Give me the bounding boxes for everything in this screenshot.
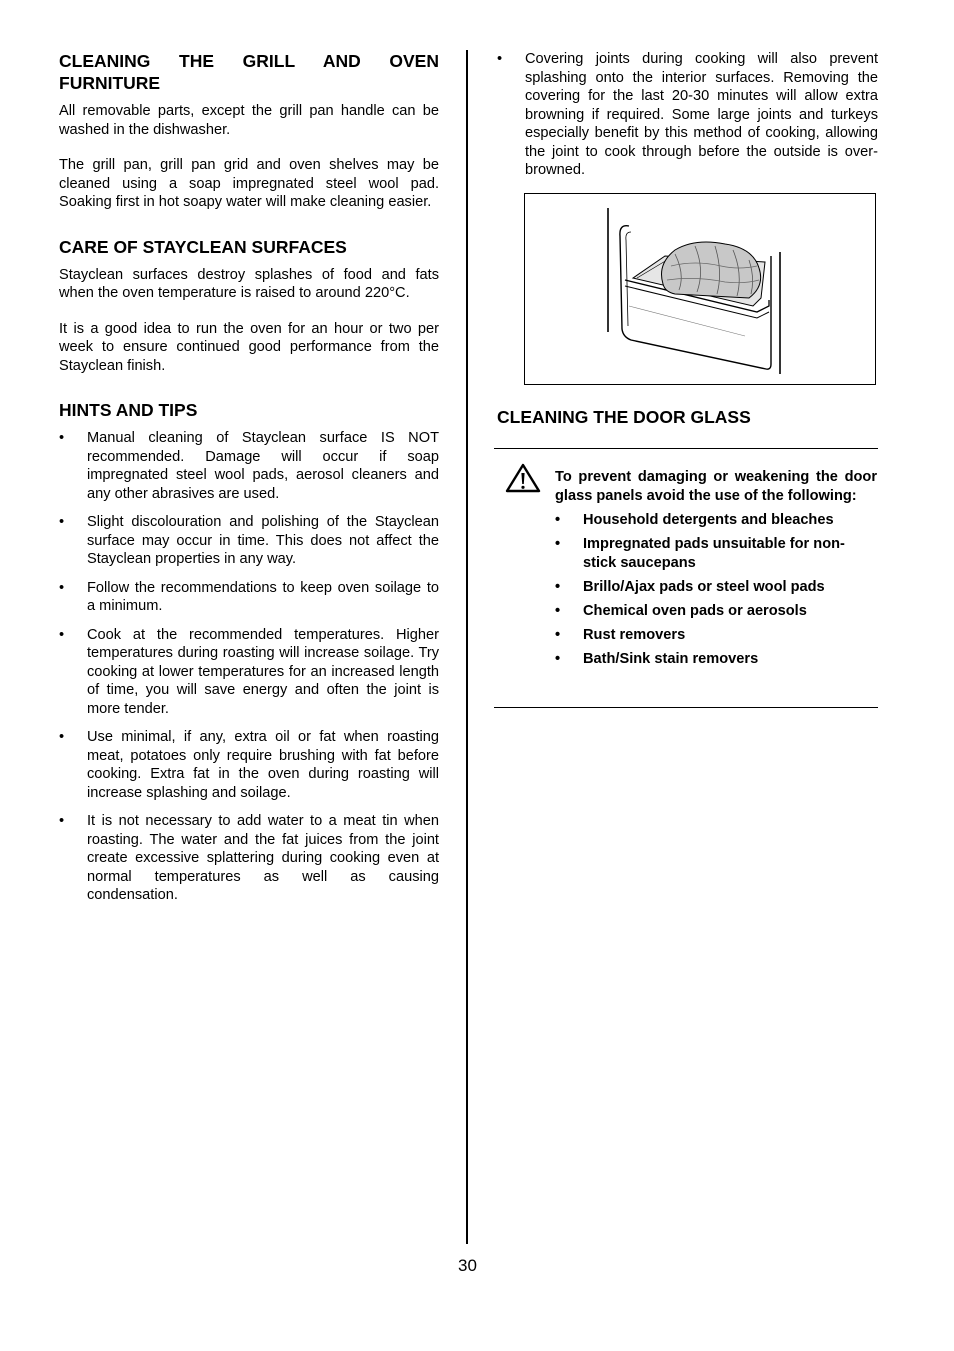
bullet-icon: • [59,729,65,745]
bullet-icon: • [59,626,65,643]
bullet-icon: • [497,51,503,67]
bullet-icon: • [59,813,65,829]
hints-list [59,429,439,905]
warning-top-rule [494,448,878,449]
list-item: • Slight discolouration and polishing of the Stayclean surface may occur in time. This does not affect the Stayclean properties in any way. [59,514,439,567]
stayclean-section [59,236,439,376]
bullet-icon: • [555,602,561,619]
left-column [59,50,439,915]
list-item: • Impregnated pads unsuitable for non-stick saucepans [555,536,845,571]
warning-notice [555,468,877,674]
list-item: • Rust removers [555,626,686,643]
covering-list [497,50,878,180]
hints-section [59,399,439,905]
bullet-icon: • [555,512,561,528]
paragraph: All removable parts, except the grill pan handle can be washed in the dishwasher. [59,103,439,138]
bullet-icon: • [59,579,65,596]
heading-hints: HINTS AND TIPS [59,400,198,420]
paragraph: The grill pan, grill pan grid and oven shelves may be cleaned using a soap impregnated steel wool pad. Soaking first in hot soapy water will make cleaning easier. [59,157,439,210]
warning-list [555,511,877,668]
heading-door-glass: CLEANING THE DOOR GLASS [497,407,751,427]
list-item: • Chemical oven pads or aerosols [555,602,807,619]
page-number: 30 [458,1256,477,1275]
warning-bottom-rule [494,707,878,708]
list-item: • Use minimal, if any, extra oil or fat when roasting meat, potatoes only require brushing with fat before cooking. Extra fat in the oven during roasting will increase splashing and soilage. [59,729,439,801]
oven-joint-illustration [524,193,876,385]
list-item: • Covering joints during cooking will also prevent splashing onto the interior surfaces. Removing the covering for the last 20-30 minutes will allow extra browning if required. Some large joints and turkeys especially benefit by this method of cooking, allowing the joint to cook through before the outside is over-browned. [497,51,878,178]
heading-cleaning-grill: CLEANING THE GRILL AND OVEN FURNITURE [59,51,439,93]
heading-stayclean: CARE OF STAYCLEAN SURFACES [59,236,347,257]
bullet-icon: • [555,578,561,595]
warning-triangle-icon [505,462,541,498]
bullet-icon: • [555,626,561,643]
list-item: • Follow the recommendations to keep oven soilage to a minimum. [59,579,439,614]
list-item: • Brillo/Ajax pads or steel wool pads [555,578,825,595]
bullet-icon: • [555,536,561,552]
list-item: • It is not necessary to add water to a meat tin when roasting. The water and the fat juices from the joint create excessive splattering during cooking even at normal temperatures as well as causing condensation. [59,813,439,903]
bullet-icon: • [59,514,65,530]
list-item: • Cook at the recommended temperatures. Higher temperatures during roasting will increase soilage. Try cooking at lower temperatures for an increased length of time, you will save energy and often the joint is more tender. [59,626,439,717]
bullet-icon: • [555,650,561,667]
list-item: • Bath/Sink stain removers [555,650,759,667]
bullet-icon: • [59,430,65,446]
paragraph: Stayclean surfaces destroy splashes of food and fats when the oven temperature is raised to around 220°C. [59,266,439,301]
column-divider [466,50,468,1244]
warning-intro: To prevent damaging or weakening the door glass panels avoid the use of the following: [555,469,877,504]
right-column [497,50,878,190]
paragraph: It is a good idea to run the oven for an hour or two per week to ensure continued good performance from the Stayclean finish. [59,320,439,374]
list-item: • Household detergents and bleaches [555,512,834,528]
list-item: • Manual cleaning of Stayclean surface IS NOT recommended. Damage will occur if soap impregnated steel wool pads, aerosol cleaners and any other abrasives are used. [59,430,439,502]
roast-in-oven-icon [525,194,875,384]
